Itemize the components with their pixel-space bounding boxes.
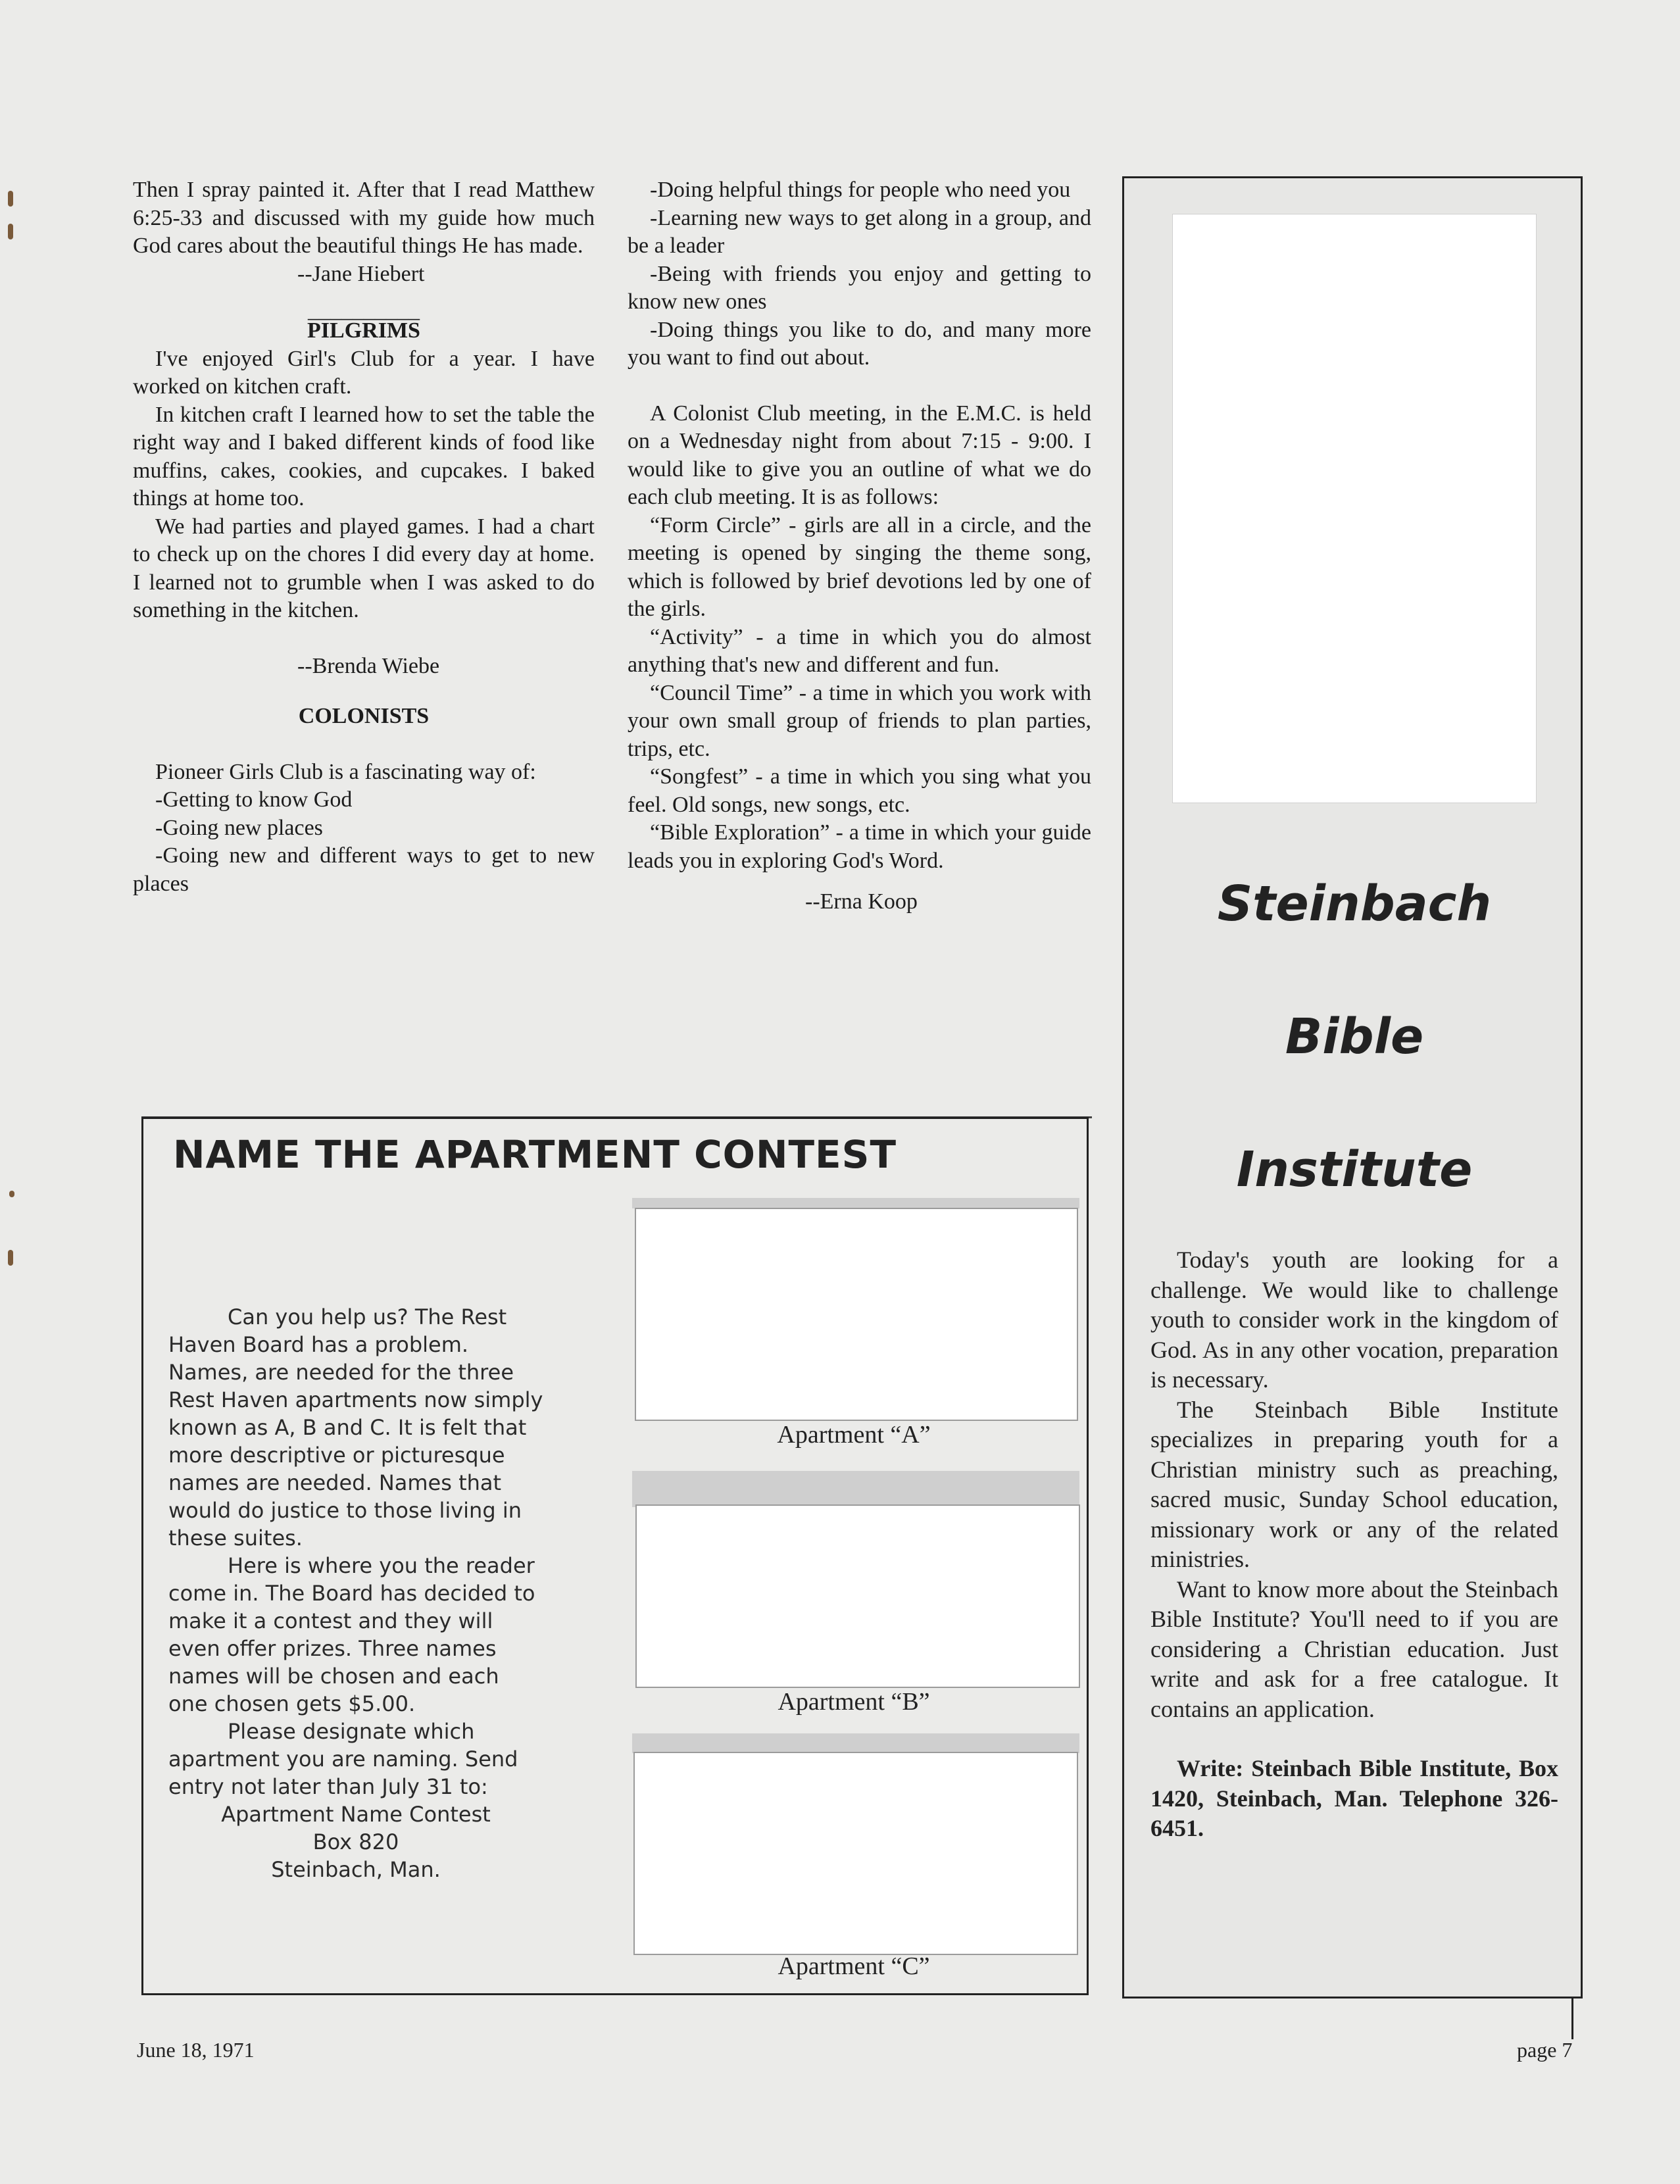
address-line: Steinbach, Man. [271, 1857, 441, 1882]
paragraph: Today's youth are looking for a challenge. We would like to challenge youth to consider work in the kingdom of God. As in any other vocation, preparation is necessary. [1150, 1247, 1558, 1393]
list-item: -Doing things you like to do, and many more you want to find out about. [628, 317, 1091, 370]
address-line: Box 820 [312, 1829, 399, 1854]
list-item: -Learning new ways to get along in a group, and be a leader [628, 205, 1091, 258]
paragraph: I've enjoyed Girl's Club for a year. I have worked on kitchen craft. [133, 346, 595, 399]
apartment-a-caption: Apartment “A” [777, 1421, 931, 1449]
photo-border [632, 1198, 1079, 1208]
section-divider: __________ [308, 298, 420, 322]
corner-rule [1571, 1997, 1573, 2039]
contact-info: Write: Steinbach Bible Institute, Box 1420, Steinbach, Man. Telephone 326-6451. [1150, 1755, 1558, 1841]
article-column-2 [628, 176, 1091, 916]
ad-body [1150, 1245, 1558, 1844]
paragraph: “Activity” - a time in which you do almost anything that's new and different and fun. [628, 624, 1091, 677]
contest-box [141, 1117, 1089, 1995]
section-heading-colonists: COLONISTS [298, 704, 430, 728]
bible-institute-ad [1122, 176, 1583, 1998]
paragraph: Pioneer Girls Club is a fascinating way of: [155, 759, 536, 784]
paragraph: Then I spray painted it. After that I read Matthew 6:25-33 and discussed with my guide how much God cares about the beautiful things He has made. [133, 178, 595, 258]
paragraph: Please designate which apartment you are naming. Send entry not later than July 31 to: [168, 1719, 518, 1799]
ad-heading-bible: Bible [1285, 1008, 1424, 1065]
photo-border [632, 1471, 1079, 1507]
scan-mark [8, 1250, 13, 1266]
scan-mark [9, 1191, 14, 1197]
list-item: -Going new and different ways to get to new places [133, 843, 595, 896]
paragraph: “Bible Exploration” - a time in which your guide leads you in exploring God's Word. [628, 820, 1091, 873]
address-line: Apartment Name Contest [221, 1802, 491, 1827]
apartment-c-caption: Apartment “C” [778, 1952, 930, 1980]
photo-border [632, 1733, 1079, 1753]
ad-heading-institute: Institute [1236, 1141, 1473, 1198]
contest-title: NAME THE APARTMENT CONTEST [172, 1132, 897, 1177]
list-item: -Getting to know God [155, 787, 353, 812]
contest-text [168, 1303, 543, 1883]
ad-photo [1172, 214, 1537, 803]
paragraph: The Steinbach Bible Institute specializes in preparing youth for a Christian ministry such as preaching, sacred music, Sunday School education, missionary work or any of the related ministries. [1150, 1396, 1558, 1572]
author-signature: --Brenda Wiebe [297, 653, 440, 678]
article-column-1 [133, 176, 595, 898]
apartment-a-photo [635, 1208, 1078, 1421]
paragraph: Can you help us? The Rest Haven Board has a problem. Names, are needed for the three Rest Haven apartments now simply known as A, B and C. It is felt that more descriptive or picturesque names are needed. Names that would do justice to those living in these suites. [168, 1304, 543, 1551]
list-item: -Doing helpful things for people who need you [650, 178, 1071, 202]
scan-mark [8, 224, 13, 239]
paragraph: A Colonist Club meeting, in the E.M.C. is held on a Wednesday night from about 7:15 - 9:00. I would like to give you an outline of what we do each club meeting. It is as follows: [628, 401, 1091, 509]
author-signature: --Jane Hiebert [297, 261, 425, 286]
paragraph: We had parties and played games. I had a chart to check up on the chores I did every day at home. I learned not to grumble when I was asked to do something in the kitchen. [133, 514, 595, 622]
paragraph: Want to know more about the Steinbach Bible Institute? You'll need to if you are considering a Christian education. Just write and ask for a free catalogue. It contains an application. [1150, 1576, 1558, 1722]
paragraph: “Songfest” - a time in which you sing what you feel. Old songs, new songs, etc. [628, 764, 1091, 817]
scan-mark [8, 191, 13, 207]
paragraph: Here is where you the reader come in. The Board has decided to make it a contest and they will even offer prizes. Three names names will be chosen and each one chosen gets $5.00. [168, 1553, 535, 1716]
footer-date: June 18, 1971 [137, 2038, 255, 2062]
footer-page-number: page 7 [1517, 2038, 1573, 2062]
list-item: -Being with friends you enjoy and getting to know new ones [628, 261, 1091, 314]
paragraph: “Form Circle” - girls are all in a circle, and the meeting is opened by singing the theme song, which is followed by brief devotions led by one of the girls. [628, 512, 1091, 621]
author-signature: --Erna Koop [805, 889, 918, 914]
apartment-b-photo [635, 1504, 1080, 1688]
list-item: -Going new places [155, 815, 323, 840]
apartment-c-photo [633, 1752, 1078, 1955]
paragraph: “Council Time” - a time in which you work with your own small group of friends to plan parties, trips, etc. [628, 680, 1091, 761]
section-heading-pilgrims: PILGRIMS [307, 318, 420, 343]
apartment-b-caption: Apartment “B” [778, 1688, 930, 1716]
paragraph: In kitchen craft I learned how to set the table the right way and I baked different kinds of food like muffins, cakes, cookies, and cupcakes. I baked things at home too. [133, 402, 595, 510]
ad-heading-steinbach: Steinbach [1217, 876, 1492, 932]
